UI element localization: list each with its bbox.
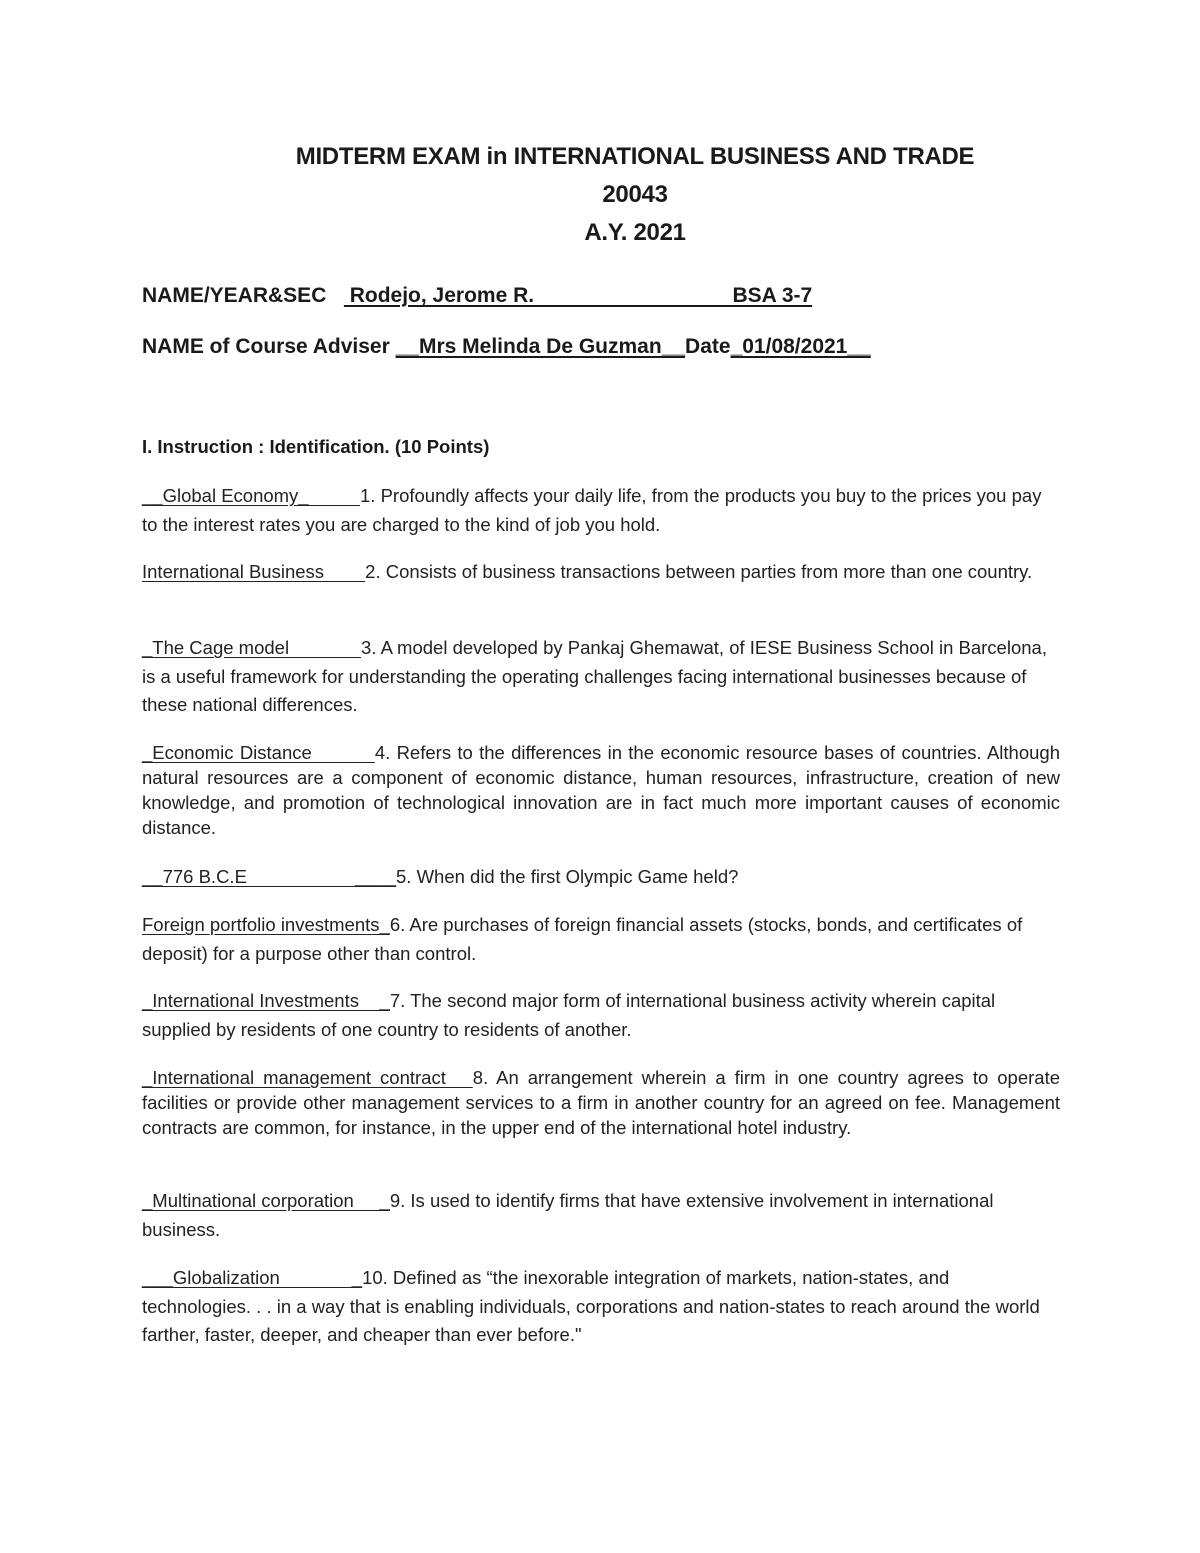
answer-3: _The Cage model [142, 637, 362, 658]
question-item-6 [142, 911, 1060, 968]
question-item-2 [142, 558, 1060, 587]
question-item-3 [142, 634, 1060, 720]
question-text-5: 5. When did the first Olympic Game held? [396, 866, 739, 887]
question-item-1 [142, 482, 1060, 539]
question-text-9: 9. Is used to identify firms that have extensive involvement in international business. [142, 1190, 994, 1240]
exam-title-block [140, 138, 1130, 252]
answer-10: ___Globalization _ [142, 1267, 363, 1288]
date-label: Date [685, 335, 731, 358]
question-text-1: 1. Profoundly affects your daily life, from the products you buy to the prices you pay to the interest rates you are charged to the kind of job you hold. [142, 485, 1042, 535]
instruction-heading: I. Instruction : Identification. (10 Points) [142, 436, 490, 457]
question-item-5 [142, 863, 1060, 892]
question-text-2: 2. Consists of business transactions between parties from more than one country. [365, 561, 1033, 582]
question-text-10: 10. Defined as “the inexorable integration of markets, nation-states, and technologies. . . in a way that is enabling individuals, corporations and nation-states to reach around the world farther, faster, deeper, and cheaper than ever before." [142, 1267, 1040, 1345]
student-name-field: Rodejo, Jerome R. BSA 3-7 [343, 284, 813, 307]
question-item-8 [142, 1065, 1060, 1140]
adviser-info-line [142, 334, 871, 360]
question-item-7 [142, 987, 1060, 1044]
adviser-label: NAME of Course Adviser [142, 335, 396, 358]
course-code: 20043 [602, 181, 668, 208]
exam-title: MIDTERM EXAM in INTERNATIONAL BUSINESS AND TRADE [295, 143, 975, 170]
adviser-name-field: __Mrs Melinda De Guzman__ [395, 335, 686, 358]
question-item-4 [142, 740, 1060, 840]
question-text-8: 8. An arrangement wherein a firm in one country agrees to operate facilities or provide other management services to a firm in another country for an agreed on fee. Management contracts are common, for instance, in the upper end of the international hotel industry. [142, 1067, 1060, 1138]
student-label: NAME/YEAR&SEC [142, 284, 327, 307]
question-text-6: 6. Are purchases of foreign financial assets (stocks, bonds, and certificates of deposit) for a purpose other than control. [142, 914, 1023, 964]
academic-year: A.Y. 2021 [584, 219, 686, 246]
student-info-line [142, 283, 812, 309]
answer-7: _International Investments _ [142, 990, 390, 1011]
question-text-3: 3. A model developed by Pankaj Ghemawat, of IESE Business School in Barcelona, is a useful framework for understanding the operating challenges facing international businesses because of these national differences. [142, 637, 1047, 715]
answer-4: _Economic Distance [142, 742, 375, 763]
question-item-10 [142, 1264, 1060, 1350]
answer-1: __Global Economy_ [142, 485, 360, 506]
answer-5: __776 B.C.E ____ [142, 866, 396, 887]
answer-2: International Business [142, 561, 366, 582]
question-text-7: 7. The second major form of international business activity wherein capital supplied by residents of one country to residents of another. [142, 990, 996, 1040]
answer-9: _Multinational corporation _ [142, 1190, 390, 1211]
question-item-9 [142, 1187, 1060, 1244]
question-text-4: 4. Refers to the differences in the economic resource bases of countries. Although natural resources are a component of economic distance, human resources, infrastructure, creation of new knowledge, and promotion of technological innovation are in fact much more important causes of economic distance. [142, 742, 1061, 838]
answer-8: _International management contract [142, 1067, 473, 1088]
date-field: _01/08/2021__ [730, 335, 871, 358]
answer-6: Foreign portfolio investments_ [142, 914, 390, 935]
